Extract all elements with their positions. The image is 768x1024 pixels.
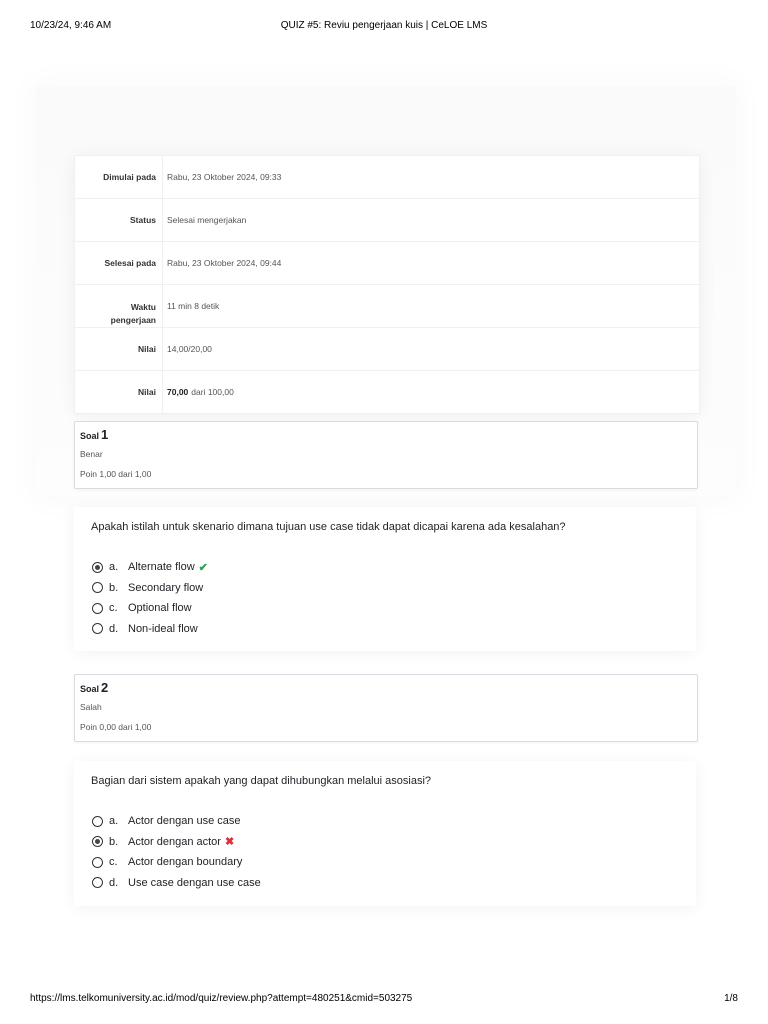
answer-text: Actor dengan actor <box>128 835 221 848</box>
answer-letter: b. <box>109 835 119 848</box>
print-header <box>0 20 768 34</box>
question-2-state: Salah <box>80 702 102 712</box>
question-label: Soal <box>80 431 100 441</box>
time-label-line2: pengerjaan <box>110 315 156 325</box>
print-url: https://lms.telkomuniversity.ac.id/mod/quiz/review.php?attempt=480251&cmid=503275 <box>30 993 413 1004</box>
answer-text: Actor dengan use case <box>128 815 241 828</box>
answer-letter: d. <box>109 622 119 635</box>
radio-checked-icon[interactable] <box>92 562 103 573</box>
question-1-info <box>74 421 698 489</box>
grade-label: Nilai <box>75 371 163 413</box>
answer-letter: d. <box>109 876 119 889</box>
radio-icon[interactable] <box>92 816 103 827</box>
time-label <box>75 285 163 327</box>
status-label: Status <box>75 199 163 241</box>
question-2-info <box>74 674 698 742</box>
question-1-text: Apakah istilah untuk skenario dimana tujuan use case tidak dapat dicapai karena ada kesalahan? <box>91 521 566 533</box>
answer-option[interactable] <box>92 873 261 894</box>
answer-letter: b. <box>109 581 119 594</box>
radio-icon[interactable] <box>92 877 103 888</box>
answer-option[interactable] <box>92 578 208 599</box>
status-value: Selesai mengerjakan <box>167 215 247 225</box>
answer-option[interactable] <box>92 557 208 578</box>
answer-letter: a. <box>109 815 119 828</box>
attempt-summary-table <box>74 155 700 414</box>
question-1-grade: Poin 1,00 dari 1,00 <box>80 469 152 479</box>
question-label: Soal <box>80 684 100 694</box>
answer-text: Secondary flow <box>128 581 204 594</box>
question-1-state: Benar <box>80 449 103 459</box>
radio-icon[interactable] <box>92 603 103 614</box>
radio-icon[interactable] <box>92 582 103 593</box>
summary-row-finished <box>75 242 699 285</box>
question-2-content <box>74 761 696 906</box>
print-footer <box>0 993 768 1007</box>
question-2-grade: Poin 0,00 dari 1,00 <box>80 722 152 732</box>
question-1-content <box>74 507 696 651</box>
question-number: 1 <box>101 427 109 442</box>
incorrect-cross-icon: ✖ <box>224 836 235 849</box>
answer-text: Use case dengan use case <box>128 876 261 889</box>
finished-label: Selesai pada <box>75 242 163 284</box>
answer-text: Alternate flow <box>128 561 195 574</box>
answer-option[interactable] <box>92 619 208 640</box>
grade-value-max: dari 100,00 <box>191 387 234 397</box>
summary-row-status <box>75 199 699 242</box>
answer-text: Actor dengan boundary <box>128 856 243 869</box>
marks-value: 14,00/20,00 <box>167 344 212 354</box>
question-1-number <box>80 427 108 442</box>
answer-letter: a. <box>109 561 119 574</box>
answer-option[interactable] <box>92 811 261 832</box>
question-2-text: Bagian dari sistem apakah yang dapat dihubungkan melalui asosiasi? <box>91 775 432 787</box>
answer-option[interactable] <box>92 598 208 619</box>
radio-checked-icon[interactable] <box>92 836 103 847</box>
answer-option[interactable] <box>92 852 261 873</box>
time-label-line1: Waktu <box>130 302 156 312</box>
question-1-answers <box>92 557 208 639</box>
summary-row-grade <box>75 371 699 413</box>
summary-row-time <box>75 285 699 328</box>
answer-letter: c. <box>109 602 118 615</box>
started-value: Rabu, 23 Oktober 2024, 09:33 <box>167 172 282 182</box>
question-2-number <box>80 680 108 695</box>
marks-label: Nilai <box>75 328 163 370</box>
answer-option[interactable] <box>92 832 261 853</box>
radio-icon[interactable] <box>92 623 103 634</box>
question-2-answers <box>92 811 261 893</box>
summary-row-marks <box>75 328 699 371</box>
print-datetime: 10/23/24, 9:46 AM <box>30 20 112 31</box>
answer-text: Optional flow <box>128 602 192 615</box>
answer-letter: c. <box>109 856 118 869</box>
summary-row-started <box>75 156 699 199</box>
correct-check-icon: ✔ <box>198 561 208 574</box>
finished-value: Rabu, 23 Oktober 2024, 09:44 <box>167 258 282 268</box>
time-value: 11 min 8 detik <box>167 301 220 311</box>
print-page-title: QUIZ #5: Reviu pengerjaan kuis | CeLOE LMS <box>280 20 488 31</box>
question-number: 2 <box>101 680 109 695</box>
started-label: Dimulai pada <box>75 156 163 198</box>
grade-value <box>163 371 699 413</box>
answer-text: Non-ideal flow <box>128 622 198 635</box>
grade-value-score: 70,00 <box>167 387 189 397</box>
print-page-number: 1/8 <box>724 993 738 1004</box>
radio-icon[interactable] <box>92 857 103 868</box>
